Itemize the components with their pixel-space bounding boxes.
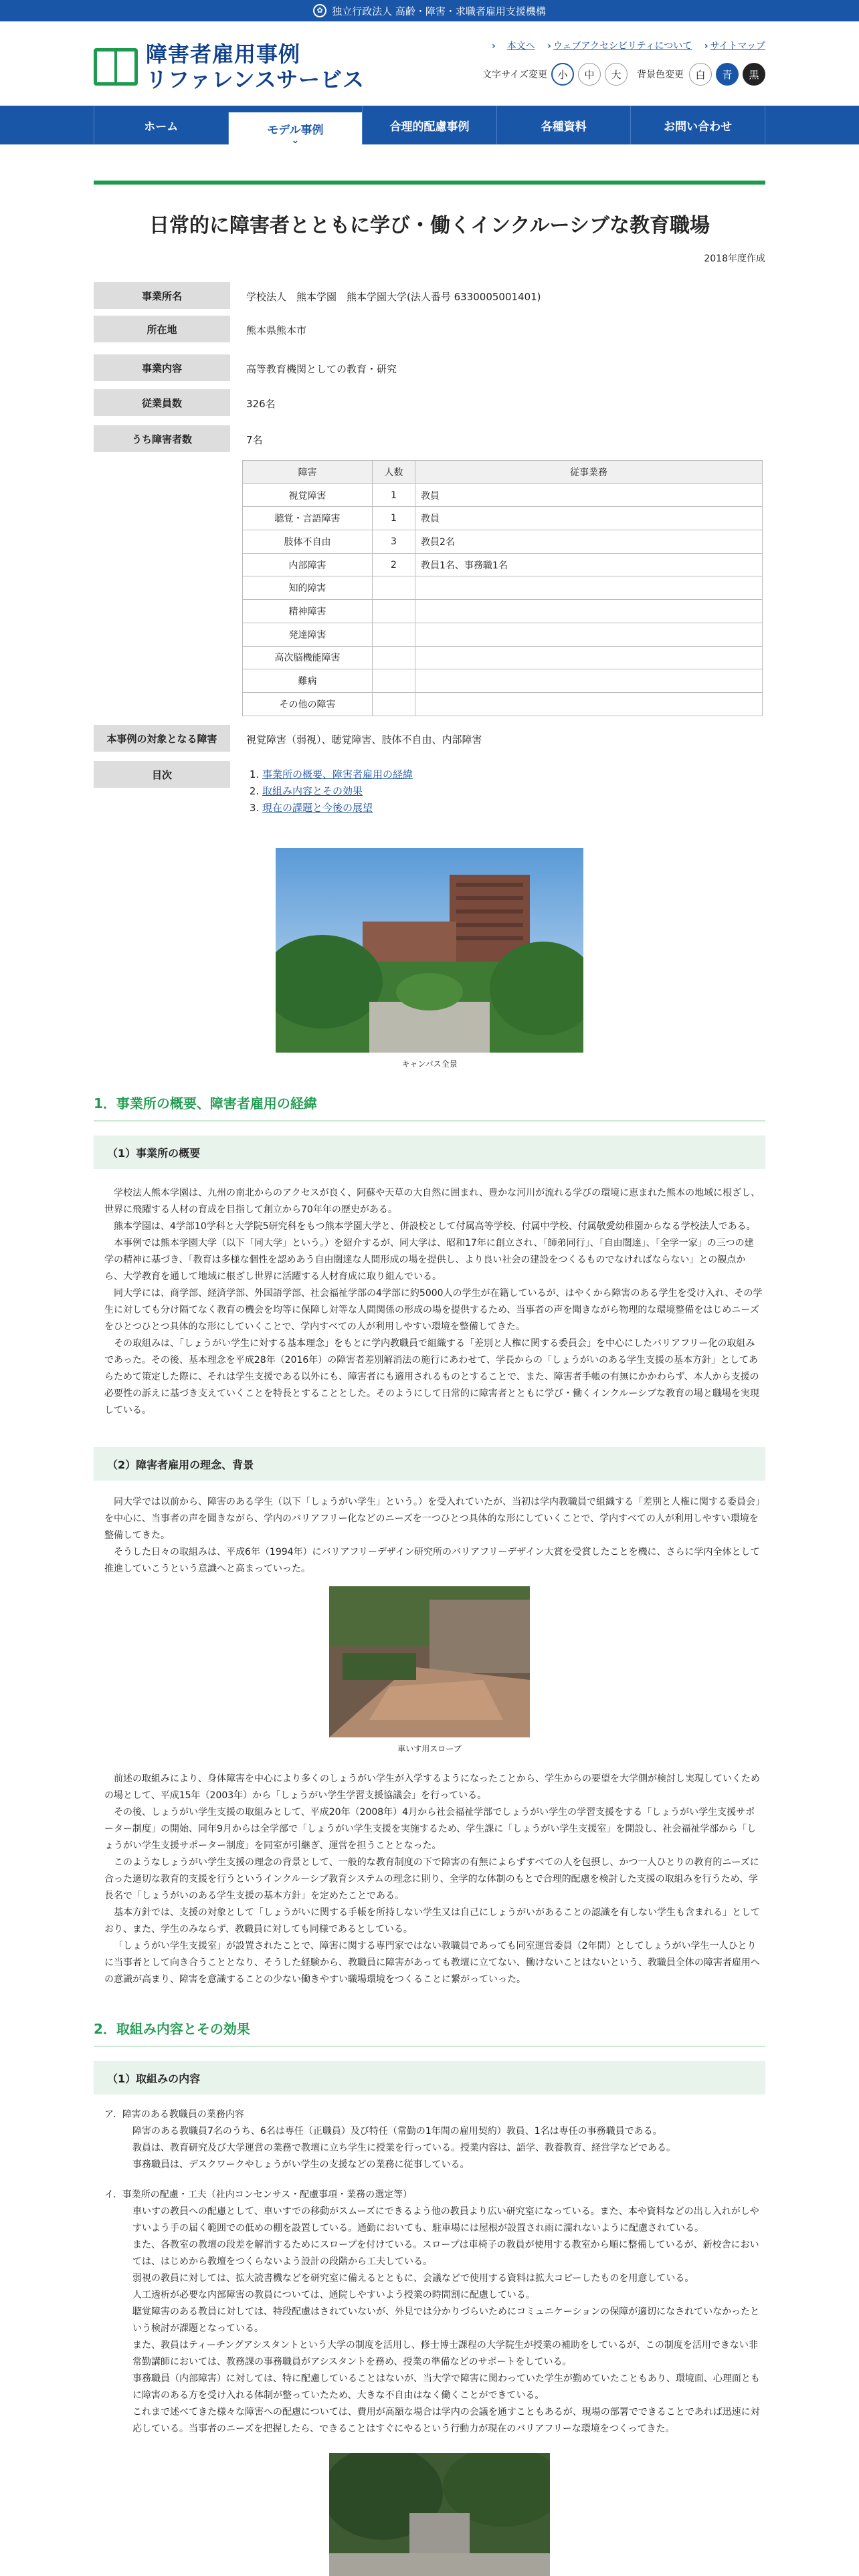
font-large-button[interactable]: 大 xyxy=(605,63,628,86)
slope-illustration xyxy=(329,1586,530,1737)
table-row xyxy=(243,646,763,669)
nav-contact[interactable]: お問い合わせ xyxy=(630,106,765,144)
table-cell xyxy=(415,600,763,623)
arrow-icon: › xyxy=(704,41,708,51)
item-b-line: また、教員はティーチングアシスタントという大学の制度を活用し、修士博士課程の大学院生が授業の補助をしているが、この制度を活用できない非常勤講師においては、教務課の事務職員がアシスタントを務め、授業の準備などのサポートをしている。 xyxy=(132,2340,758,2367)
table-cell: 2 xyxy=(373,553,415,576)
table-cell: 1 xyxy=(373,507,415,530)
table-of-contents xyxy=(246,766,413,817)
table-cell: 精神障害 xyxy=(243,600,373,623)
info-value: 高等教育機関としての教育・研究 xyxy=(246,363,397,375)
section-1-heading: 1．事業所の概要、障害者雇用の経緯 xyxy=(94,1093,765,1121)
display-controls xyxy=(415,63,765,86)
table-row xyxy=(243,692,763,716)
bg-blue-button[interactable]: 青 xyxy=(716,63,739,86)
table-row xyxy=(243,553,763,576)
info-value: 視覚障害（弱視）、聴覚障害、肢体不自由、内部障害 xyxy=(246,734,482,746)
table-header: 人数 xyxy=(373,461,415,484)
organization-bar xyxy=(0,0,859,21)
info-value: 326名 xyxy=(246,398,276,410)
info-label: 所在地 xyxy=(94,316,230,342)
table-cell: 3 xyxy=(373,530,415,554)
table-row xyxy=(243,507,763,530)
paragraph: 熊本学園は、4学部10学科と大学院5研究科をもつ熊本学園大学と、併設校として付属高等学校、付属中学校、付属敬愛幼稚園からなる学校法人である。 xyxy=(114,1221,756,1232)
table-cell: 難病 xyxy=(243,669,373,693)
paragraph: 基本方針では、支援の対象として「しょうがいに関する手帳を所持しない学生又は自己にしょうがいがあることの認識を有しない学生も含まれる」としており、また、学生のみならず、教職員に対しても同様であるとしている。 xyxy=(104,1907,760,1935)
bg-white-button[interactable]: 白 xyxy=(689,63,712,86)
table-cell: 知的障害 xyxy=(243,576,373,600)
info-row-disabled-employees xyxy=(94,425,765,452)
organization-logo-icon: ✿ xyxy=(313,4,326,17)
font-small-button[interactable]: 小 xyxy=(551,63,574,86)
table-cell xyxy=(415,669,763,693)
toc-row xyxy=(94,761,765,817)
paragraph: 「しょうがい学生支援室」が設置されたことで、障害に関する専門家ではない教職員であっても同室運営委員（2年間）としてしょうがい学生一人ひとりに当事者として向き合うこととなり、そうした経験から、教職員に障害があっても教壇に立てない、働けないことはないという、教職員全体の障害者雇用への意識が高まり、障害を意識することの少ない働きやすい職場環境をつくることに繋がっていった。 xyxy=(104,1941,760,1985)
table-cell: 発達障害 xyxy=(243,623,373,646)
nav-materials[interactable]: 各種資料 xyxy=(496,106,631,144)
table-row xyxy=(243,600,763,623)
background-color-label: 背景色変更 xyxy=(637,70,684,80)
table-cell: 1 xyxy=(373,484,415,507)
table-cell: 教員2名 xyxy=(415,530,763,554)
sitemap-link[interactable]: サイトマップ xyxy=(710,41,765,51)
item-b-line: 人工透析が必要な内部障害の教員については、通院しやすいよう授業の時間割に配慮している。 xyxy=(132,2290,535,2300)
bg-black-button[interactable]: 黒 xyxy=(743,63,765,86)
slope-photo xyxy=(329,1586,530,1737)
table-row xyxy=(243,623,763,646)
site-logo[interactable] xyxy=(94,41,365,92)
table-row xyxy=(243,576,763,600)
item-a-title: ア．障害のある教職員の業務内容 xyxy=(104,2109,244,2120)
item-a-line: 事務職員は、デスクワークやしょうがい学生の支援などの業務に従事している。 xyxy=(132,2159,470,2170)
info-row-company xyxy=(94,282,765,309)
logo-line-1: 障害者雇用事例 xyxy=(146,41,301,67)
info-label: 本事例の対象となる障害 xyxy=(94,725,230,752)
paragraph: 同大学には、商学部、経済学部、外国語学部、社会福祉学部の4学部に約5000人の学生が在籍しているが、はやくから障害のある学生を受け入れ、その学生に対しても分け隔てなく教育の機会を均等に保障し対等な人間関係の形成の場を提供するため、当事者の声を聞きながら物理的な環境整備をはじめニーズをひとつひとつ具体的な形にしていくことで、学内すべての人が利用しやすい環境を整備してきた。 xyxy=(104,1288,763,1332)
info-row-target-disability xyxy=(94,725,765,752)
table-header: 従事業務 xyxy=(415,461,763,484)
table-cell xyxy=(373,692,415,716)
item-b-line: 事務職員（内部障害）に対しては、特に配慮していることはないが、当大学で障害に関わっていた学生が勤めていたこともあり、環境面、心理面ともに障害のある方を受け入れる体制が整っていたため、大きな不自由はなく働くことができている。 xyxy=(132,2373,760,2401)
toc-link-1[interactable]: 事業所の概要、障害者雇用の経緯 xyxy=(262,768,413,780)
book-logo-icon xyxy=(94,48,138,86)
table-cell xyxy=(415,646,763,669)
item-b-line: また、各教室の教壇の段差を解消するためにスロープを付けている。スロープは車椅子の教員が使用する教室から順に整備しているが、新校舎においては、はじめから教壇をつくらないよう設計の段階から工夫している。 xyxy=(132,2240,759,2267)
paragraph: このようなしょうがい学生支援の理念の背景として、一般的な教育制度の下で障害の有無によらずすべての人を包摂し、かつ一人ひとりの教育的ニーズに合った適切な教育的支援を行うというインクルーシブ教育システムの理念に則り、全学的な体制のもとで合理的配慮を検討した支援の取組みを行うため、学長名で「しょうがいのある学生支援の基本方針」を定めたことである。 xyxy=(104,1857,759,1901)
arrow-icon: › xyxy=(547,41,551,51)
section-1-1-heading: （1）事業所の概要 xyxy=(94,1136,765,1169)
paragraph: その取組みは、「しょうがい学生に対する基本理念」をもとに学内教職員で組織する「差別と人権に関する委員会」を中心にしたバリアフリー化の取組みであった。その後、基本理念を平成28年（2016年）の障害者差別解消法の施行にあわせて、学長からの「しょうがいのある学生支援の基本方針」としてあらためて策定した際に、それは学生支援である以外にも、障害者にも適用されるものとすることで、また、障害者手帳の有無にかかわらず、本人から支援の必要性の訴えに基づき支えていくことを特長とすることとした。そのようにして日常的に障害者とともに学び・働くインクルーシブな教育の場と職場を実現している。 xyxy=(104,1338,760,1416)
table-cell xyxy=(415,623,763,646)
disability-table xyxy=(242,460,763,716)
info-value: 7名 xyxy=(246,434,263,446)
paragraph: 前述の取組みにより、身体障害を中心により多くのしょうがい学生が入学するようになったことから、学生からの要望を大学側が検討し実現していくための場として、平成15年（2003年）から「しょうがい学生学習支援協議会」を行っている。 xyxy=(104,1774,760,1801)
table-cell: その他の障害 xyxy=(243,692,373,716)
nav-model-cases[interactable]: モデル事例 ⌄ xyxy=(228,112,363,144)
campus-illustration xyxy=(276,848,583,1053)
toc-label: 目次 xyxy=(94,761,230,788)
nav-home[interactable]: ホーム xyxy=(94,106,228,144)
section-2-1-heading: （1）取組みの内容 xyxy=(94,2061,765,2095)
bottom-photo xyxy=(329,2453,550,2576)
info-value: 熊本県熊本市 xyxy=(246,324,307,336)
section-1-2-body-continued xyxy=(104,1771,763,1988)
info-label: 従業員数 xyxy=(94,389,230,416)
toc-link-3[interactable]: 現在の課題と今後の展望 xyxy=(262,802,373,814)
skip-to-content-link[interactable]: 本文へ xyxy=(506,41,535,51)
font-medium-button[interactable]: 中 xyxy=(578,63,601,86)
table-cell xyxy=(373,623,415,646)
slope-figure xyxy=(329,1586,530,1754)
table-row xyxy=(243,484,763,507)
slope-caption: 車いす用スロープ xyxy=(397,1744,462,1753)
section-1-2-body xyxy=(104,1494,763,1578)
section-1-1-body xyxy=(104,1185,763,1419)
bottom-illustration xyxy=(329,2453,550,2576)
table-cell: 視覚障害 xyxy=(243,484,373,507)
table-cell: 高次脳機能障害 xyxy=(243,646,373,669)
paragraph: その後、しょうがい学生支援の取組みとして、平成20年（2008年）4月から社会福祉学部でしょうがい学生の学習支援をする「しょうがい学生支援サポーター制度」の開始、同年9月からは全学部で「しょうがい学生支援を実施するため、学生課に「しょうがい学生支援室」を開設し、社会福祉学部から「しょうがい学生支援サポーター制度」を同室が引継ぎ、運営を担うこととなった。 xyxy=(104,1807,757,1851)
item-b-line: 聴覚障害のある教員に対しては、特段配慮はされていないが、外見では分かりづらいためにコミュニケーションの保障が適切になされていなかったという検討が課題となっている。 xyxy=(132,2306,760,2334)
item-b-line: これまで述べてきた様々な障害への配慮については、費用が高額な場合は学内の会議を通すこともあるが、現場の部署でできることであれば迅速に対応している。当事者のニーズを把握したら、できることはすぐにやるという行動力が現在のバリアフリーな環境をつくってきた。 xyxy=(132,2407,760,2434)
campus-caption: キャンパス全景 xyxy=(401,1059,458,1069)
title-divider xyxy=(94,181,765,185)
accessibility-link[interactable]: ウェブアクセシビリティについて xyxy=(553,41,692,51)
section-1-2-heading: （2）障害者雇用の理念、背景 xyxy=(94,1447,765,1481)
campus-photo xyxy=(276,848,583,1053)
paragraph: 学校法人熊本学園は、九州の南北からのアクセスが良く、阿蘇や天草の大自然に囲まれ、豊かな河川が流れる学びの環境に恵まれた熊本の地域に根ざし、世界に飛躍する人材の育成を目指して創立から70年年の歴史がある。 xyxy=(104,1188,761,1215)
section-2-heading: 2．取組み内容とその効果 xyxy=(94,2018,765,2047)
item-b-title: イ．事業所の配慮・工夫（社内コンセンサス・配慮事項・業務の選定等） xyxy=(104,2189,413,2200)
table-cell xyxy=(415,576,763,600)
paragraph: そうした日々の取組みは、平成6年（1994年）にバリアフリーデザイン研究所のバリアフリーデザイン大賞を受賞したことを機に、さらに学内全体として推進していこうという意識へと高まっていった。 xyxy=(104,1547,760,1574)
section-2-1-body xyxy=(104,2107,763,2438)
table-row xyxy=(243,530,763,554)
info-value: 学校法人 熊本学園 熊本学園大学(法人番号 6330005001401) xyxy=(246,291,541,303)
toc-link-2[interactable]: 取組み内容とその効果 xyxy=(262,785,363,797)
info-label: 事業所名 xyxy=(94,282,230,309)
nav-reasonable-accommodation[interactable]: 合理的配慮事例 xyxy=(362,106,496,144)
page-title: 日常的に障害者とともに学び・働くインクルーシブな教育職場 xyxy=(149,214,710,237)
info-label: 事業内容 xyxy=(94,354,230,381)
paragraph: 同大学では以前から、障害のある学生（以下「しょうがい学生」という。）を受入れていたが、当初は学内教職員で組織する「差別と人権に関する委員会」を中心に、当事者の声を聞きながら、学内のバリアフリー化などのニーズを一つひとつ具体的な形にしていくことで、学内すべての人が利用しやすい環境を整備してきた。 xyxy=(104,1497,760,1541)
bottom-figure xyxy=(329,2453,550,2576)
table-cell xyxy=(373,646,415,669)
main-navigation xyxy=(0,106,859,144)
table-cell xyxy=(373,576,415,600)
table-cell xyxy=(373,669,415,693)
logo-line-2: リファレンスサービス xyxy=(146,67,365,92)
table-cell: 肢体不自由 xyxy=(243,530,373,554)
table-header: 障害 xyxy=(243,461,373,484)
font-size-label: 文字サイズ変更 xyxy=(482,70,547,80)
paragraph: 本事例では熊本学園大学（以下「同大学」という。）を紹介するが、同大学は、昭和17年に創立され、「師弟同行」、「自由闊達」、「全学一家」の三つの建学の精神に基づき、「教育は多様な個性を認めあう自由闊達な人間形成の場を提供し、より良い社会の建設をつくるものでなければならない」との観点から、大学教育を通して地域に根ざし世界に活躍する人材育成に取り組んでいる。 xyxy=(104,1238,754,1282)
info-label: うち障害者数 xyxy=(94,425,230,452)
table-cell: 教員 xyxy=(415,507,763,530)
table-row xyxy=(243,669,763,693)
campus-figure xyxy=(276,848,583,1069)
organization-name: 独立行政法人 高齢・障害・求職者雇用支援機構 xyxy=(332,5,546,17)
table-cell: 教員 xyxy=(415,484,763,507)
item-b-line: 車いすの教員への配慮として、車いすでの移動がスムーズにできるよう他の教員より広い研究室になっている。また、本や資料などの出し入れがしやすいよう手の届く範囲での低めの棚を設置している。通勤においても、駐車場には屋根が設置され雨に濡れないように配慮されている。 xyxy=(132,2206,759,2234)
table-cell: 内部障害 xyxy=(243,553,373,576)
info-row-employees xyxy=(94,389,765,416)
item-a-line: 障害のある教職員7名のうち、6名は専任（正職員）及び特任（常勤の1年間の雇用契約）教員、1名は専任の事務職員である。 xyxy=(132,2126,662,2137)
info-row-location xyxy=(94,316,765,342)
item-a-line: 教員は、教育研究及び大学運営の業務で教壇に立ち学生に授業を行っている。授業内容は、語学、教養教育、経営学などである。 xyxy=(132,2143,676,2153)
item-b-line: 弱視の教員に対しては、拡大読書機などを研究室に備えるとともに、会議などで使用する資料は拡大コピーしたものを用意している。 xyxy=(132,2273,694,2284)
created-date: 2018年度作成 xyxy=(704,253,765,264)
table-cell: 教員1名、事務職1名 xyxy=(415,553,763,576)
table-cell xyxy=(373,600,415,623)
arrow-icon: › xyxy=(491,41,496,51)
table-cell xyxy=(415,692,763,716)
table-cell: 聴覚・言語障害 xyxy=(243,507,373,530)
info-row-business xyxy=(94,354,765,381)
utility-links xyxy=(468,39,765,52)
